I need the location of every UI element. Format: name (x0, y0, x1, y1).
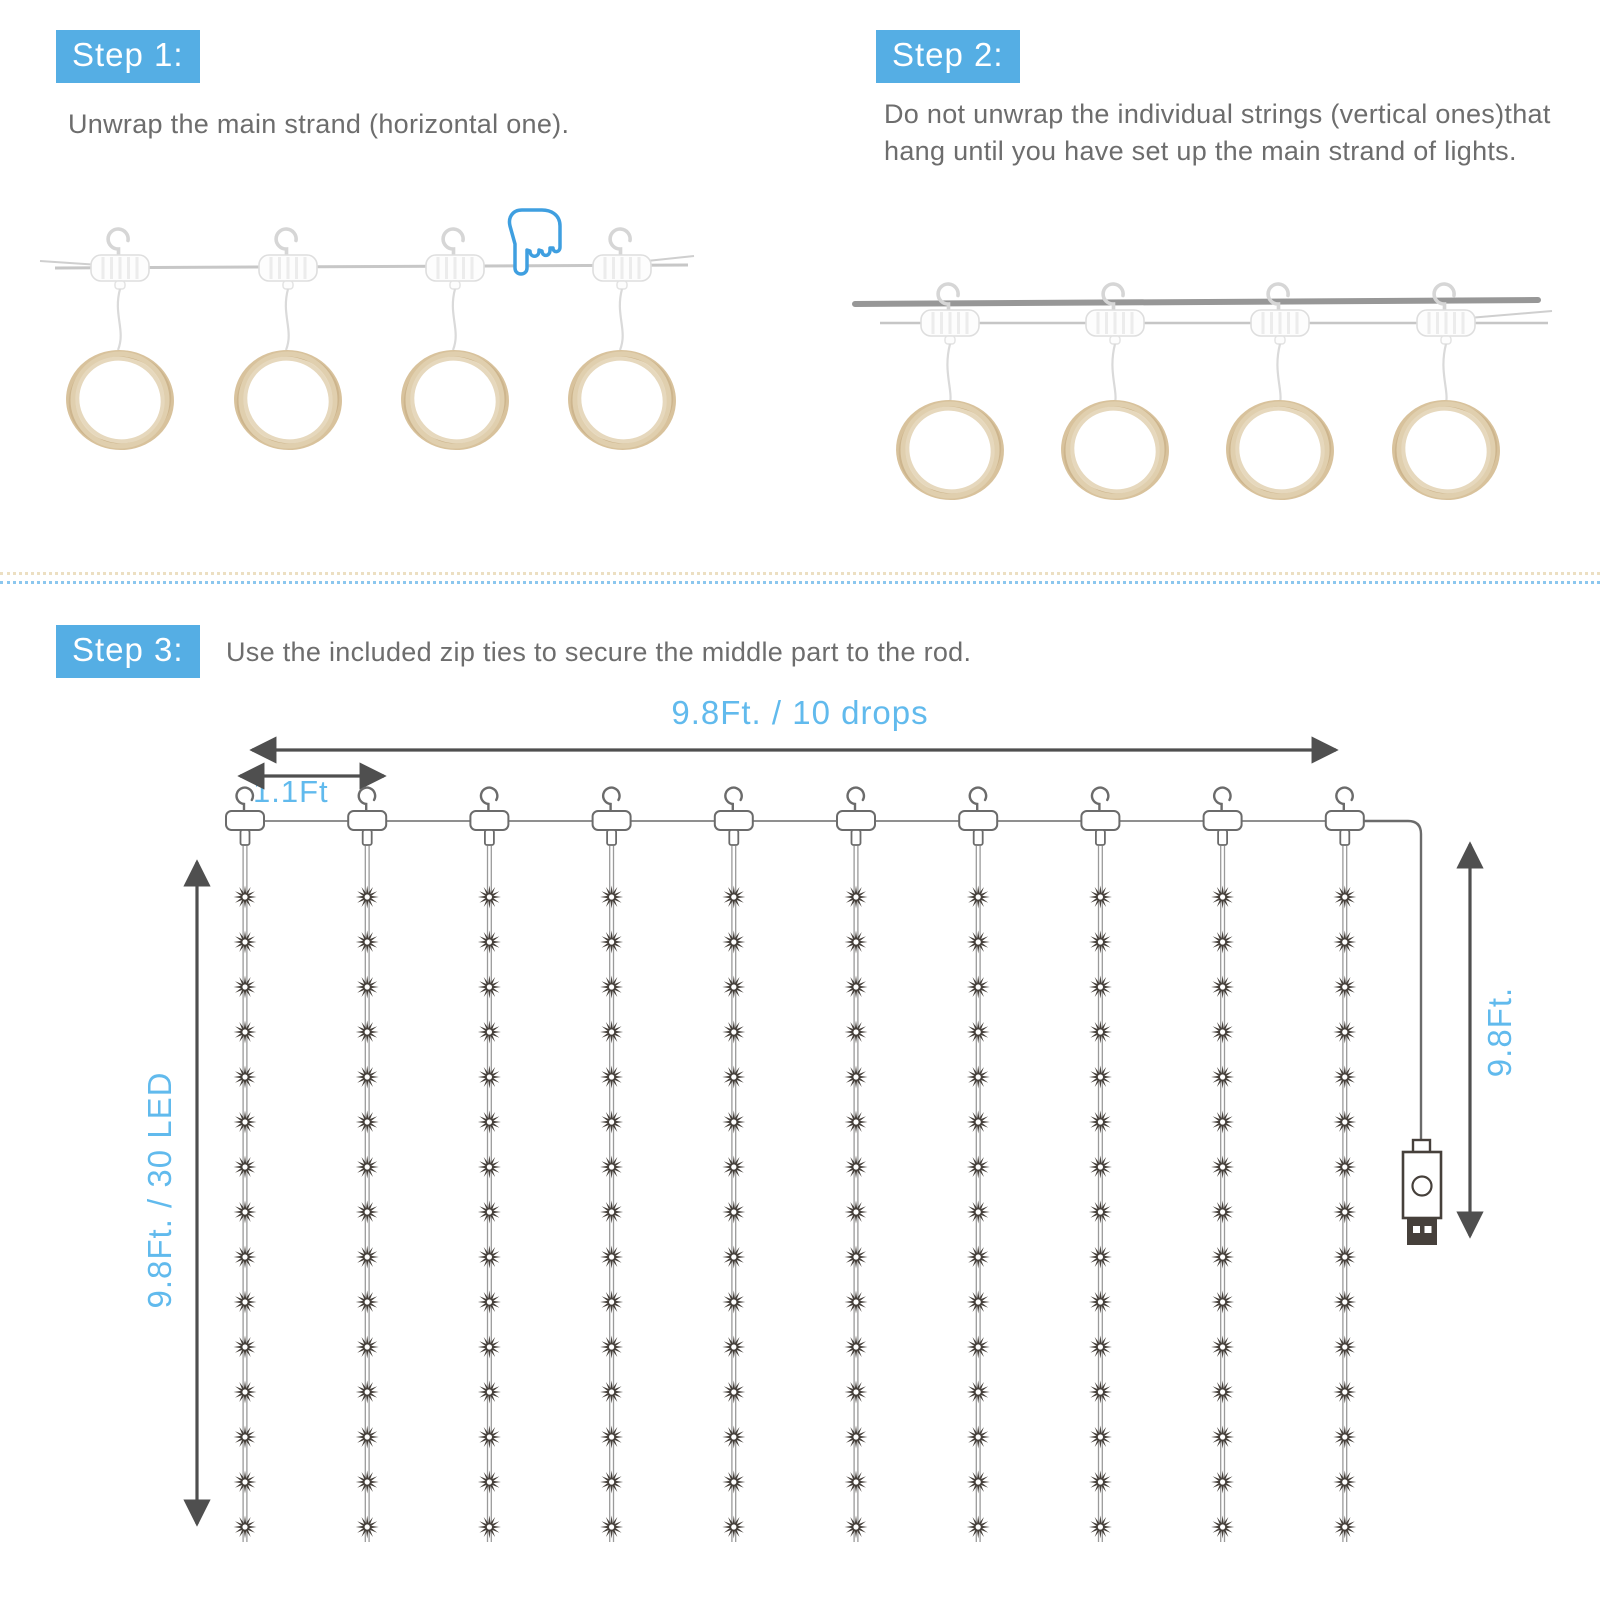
led-star-icon (967, 1516, 990, 1539)
led-star-icon (1211, 886, 1234, 909)
led-star-icon (1333, 1246, 1356, 1269)
hanging-hook-icon (970, 788, 986, 811)
led-star-icon (356, 886, 379, 909)
led-star-icon (1089, 1471, 1112, 1494)
light-drop (715, 788, 753, 1542)
light-bundle-coil (230, 345, 346, 455)
led-star-icon (1333, 1291, 1356, 1314)
led-star-icon (1211, 1516, 1234, 1539)
light-bundle-coil (397, 345, 513, 455)
led-star-icon (600, 1426, 623, 1449)
led-star-icon (845, 1021, 868, 1044)
led-star-icon (845, 1201, 868, 1224)
step1-description: Unwrap the main strand (horizontal one). (68, 109, 570, 139)
led-star-icon (600, 886, 623, 909)
led-star-icon (1333, 1426, 1356, 1449)
hanging-hook-icon (848, 788, 864, 811)
led-star-icon (722, 1156, 745, 1179)
led-star-icon (356, 976, 379, 999)
drop-clip-stem (485, 830, 494, 845)
led-star-icon (845, 1471, 868, 1494)
step1-badge: Step 1: (56, 30, 200, 83)
drop-clip (959, 811, 997, 830)
led-star-icon (967, 886, 990, 909)
led-star-icon (356, 1291, 379, 1314)
led-star-icon (600, 931, 623, 954)
strand-clip (921, 284, 979, 344)
led-star-icon (356, 1021, 379, 1044)
led-star-icon (967, 1291, 990, 1314)
led-star-icon (356, 1336, 379, 1359)
led-star-icon (967, 1246, 990, 1269)
led-star-icon (234, 886, 257, 909)
led-star-icon (722, 1471, 745, 1494)
step3-description: Use the included zip ties to secure the middle part to the rod. (226, 637, 972, 667)
strand-clip (1417, 284, 1475, 344)
led-star-icon (722, 1111, 745, 1134)
strand-clip (1086, 284, 1144, 344)
led-star-icon (234, 931, 257, 954)
led-star-icon (845, 1381, 868, 1404)
light-bundle-coil (1222, 395, 1338, 505)
led-star-icon (967, 1021, 990, 1044)
strand-clips (91, 229, 651, 350)
hanging-hook-icon (1214, 788, 1230, 811)
light-drop (1326, 788, 1364, 1542)
led-star-icon (600, 1381, 623, 1404)
led-star-icon (600, 1111, 623, 1134)
step2-badge: Step 2: (876, 30, 1020, 83)
led-star-icon (600, 1156, 623, 1179)
drop-clip-stem (241, 830, 250, 845)
led-star-icon (1089, 1291, 1112, 1314)
led-star-icon (967, 1201, 990, 1224)
led-star-icon (478, 886, 501, 909)
led-star-icon (478, 1066, 501, 1089)
drop-wire (1277, 344, 1280, 408)
light-drop (959, 788, 997, 1542)
drop-clip-stem (852, 830, 861, 845)
led-star-icon (722, 886, 745, 909)
light-drop (470, 788, 508, 1542)
led-star-icon (600, 1336, 623, 1359)
led-star-icon (1211, 1066, 1234, 1089)
led-star-icon (722, 1381, 745, 1404)
led-star-icon (356, 1111, 379, 1134)
strand-clip (259, 229, 317, 289)
light-bundle-coil (1388, 395, 1504, 505)
led-star-icon (234, 1201, 257, 1224)
led-star-icon (1089, 1381, 1112, 1404)
light-drop (593, 788, 631, 1542)
led-star-icon (1089, 1336, 1112, 1359)
led-star-icon (967, 1381, 990, 1404)
drop-clip (348, 811, 386, 830)
led-star-icon (845, 886, 868, 909)
curtain-diagram (0, 560, 1600, 1600)
led-star-icon (1333, 1066, 1356, 1089)
drop-clip (1081, 811, 1119, 830)
step1-illustration (30, 195, 730, 480)
led-star-icon (722, 931, 745, 954)
drop-clip-stem (607, 830, 616, 845)
led-star-icon (1089, 1021, 1112, 1044)
led-star-icon (478, 1381, 501, 1404)
led-star-icon (1089, 1111, 1112, 1134)
width-dimension-label: 9.8Ft. / 10 drops (671, 694, 929, 731)
usb-controller (1403, 1140, 1441, 1245)
drop-clip-stem (1218, 830, 1227, 845)
strand-clip (91, 229, 149, 289)
hanging-hook-icon (359, 788, 375, 811)
led-star-icon (967, 1066, 990, 1089)
step3-badge: Step 3: (56, 625, 200, 678)
drop-clip (593, 811, 631, 830)
led-star-icon (356, 1381, 379, 1404)
light-drop (837, 788, 875, 1542)
left-height-dimension-label: 9.8Ft. / 30 LED (141, 1071, 178, 1309)
led-star-icon (356, 1471, 379, 1494)
led-star-icon (722, 1516, 745, 1539)
strand-clip (1251, 284, 1309, 344)
led-star-icon (600, 1516, 623, 1539)
led-star-icon (356, 1066, 379, 1089)
led-star-icon (478, 1021, 501, 1044)
led-star-icon (234, 1381, 257, 1404)
led-star-icon (1089, 1246, 1112, 1269)
light-drop (348, 788, 386, 1542)
led-star-icon (234, 1426, 257, 1449)
led-star-icon (722, 1246, 745, 1269)
led-star-icon (1333, 1381, 1356, 1404)
led-star-icon (1333, 1156, 1356, 1179)
led-star-icon (722, 1066, 745, 1089)
hanging-hook-icon (237, 788, 253, 811)
power-cable (1352, 821, 1421, 1140)
led-star-icon (478, 1516, 501, 1539)
led-star-icon (845, 1156, 868, 1179)
led-star-icon (1089, 1066, 1112, 1089)
led-star-icon (1211, 1291, 1234, 1314)
led-star-icon (967, 1471, 990, 1494)
led-star-icon (600, 1021, 623, 1044)
usb-pin-hole (1413, 1226, 1420, 1233)
led-star-icon (478, 1471, 501, 1494)
drop-clip-stem (729, 830, 738, 845)
drop-clip-stem (1096, 830, 1105, 845)
led-star-icon (600, 1246, 623, 1269)
led-star-icon (478, 1291, 501, 1314)
light-drops (226, 788, 1364, 1542)
right-height-dimension-label: 9.8Ft. (1481, 986, 1518, 1078)
led-star-icon (845, 1111, 868, 1134)
led-star-icon (845, 1246, 868, 1269)
led-star-icon (478, 1246, 501, 1269)
usb-pin-hole (1425, 1226, 1432, 1233)
led-star-icon (234, 1156, 257, 1179)
led-star-icon (1211, 1111, 1234, 1134)
led-star-icon (1211, 1426, 1234, 1449)
led-star-icon (1333, 1516, 1356, 1539)
light-bundle-coils (62, 345, 680, 455)
led-star-icon (1089, 1156, 1112, 1179)
drop-clip (1204, 811, 1242, 830)
led-star-icon (845, 1426, 868, 1449)
led-star-icon (356, 1426, 379, 1449)
led-star-icon (356, 1516, 379, 1539)
led-star-icon (845, 1516, 868, 1539)
led-star-icon (967, 1336, 990, 1359)
led-star-icon (1089, 1201, 1112, 1224)
led-star-icon (600, 1471, 623, 1494)
led-star-icon (234, 1516, 257, 1539)
drop-clip (226, 811, 264, 830)
led-star-icon (1333, 886, 1356, 909)
hanging-hook-icon (1336, 788, 1352, 811)
light-bundle-coil (892, 395, 1008, 505)
led-star-icon (1333, 1336, 1356, 1359)
drop-wire (286, 289, 289, 350)
led-star-icon (234, 1111, 257, 1134)
led-star-icon (1211, 1381, 1234, 1404)
led-star-icon (1089, 931, 1112, 954)
drop-clip-stem (363, 830, 372, 845)
led-star-icon (1333, 931, 1356, 954)
hanging-hook-icon (1092, 788, 1108, 811)
drop-clip (837, 811, 875, 830)
drop-clip-stem (1340, 830, 1349, 845)
led-star-icon (1211, 1246, 1234, 1269)
led-star-icon (234, 976, 257, 999)
drop-clip (470, 811, 508, 830)
led-star-icon (234, 1471, 257, 1494)
led-star-icon (234, 1336, 257, 1359)
led-star-icon (1211, 931, 1234, 954)
led-star-icon (845, 1336, 868, 1359)
led-star-icon (845, 931, 868, 954)
light-bundle-coil (1057, 395, 1173, 505)
led-star-icon (478, 1336, 501, 1359)
led-star-icon (478, 1156, 501, 1179)
led-star-icon (1211, 1156, 1234, 1179)
led-star-icon (722, 1426, 745, 1449)
led-star-icon (967, 1426, 990, 1449)
led-star-icon (600, 1066, 623, 1089)
led-star-icon (845, 1066, 868, 1089)
led-star-icon (1211, 1021, 1234, 1044)
led-star-icon (1211, 1336, 1234, 1359)
strand-clip (426, 229, 484, 289)
led-star-icon (722, 1291, 745, 1314)
circle-button-icon (1413, 1177, 1432, 1196)
led-star-icon (600, 1291, 623, 1314)
led-star-icon (967, 931, 990, 954)
led-star-icon (234, 1066, 257, 1089)
led-star-icon (234, 1291, 257, 1314)
led-star-icon (1089, 1426, 1112, 1449)
led-star-icon (600, 976, 623, 999)
hanging-hook-icon (481, 788, 497, 811)
led-star-icon (356, 931, 379, 954)
strand-clip (593, 229, 651, 289)
led-star-icon (1333, 1471, 1356, 1494)
led-star-icon (1333, 1201, 1356, 1224)
led-star-icon (478, 1426, 501, 1449)
hanging-hook-icon (603, 788, 619, 811)
light-drop (1081, 788, 1119, 1542)
led-star-icon (1089, 886, 1112, 909)
led-star-icon (1211, 976, 1234, 999)
step2-illustration (830, 270, 1570, 560)
led-star-icon (1089, 1516, 1112, 1539)
led-star-icon (478, 931, 501, 954)
led-star-icon (1211, 1201, 1234, 1224)
led-star-icon (234, 1246, 257, 1269)
led-star-icon (1333, 1021, 1356, 1044)
led-star-icon (600, 1201, 623, 1224)
drop-wire (118, 289, 121, 350)
hanging-hook-icon (725, 788, 741, 811)
led-star-icon (1211, 1471, 1234, 1494)
light-drop (226, 788, 264, 1542)
led-star-icon (967, 1111, 990, 1134)
drop-clip (715, 811, 753, 830)
light-bundle-coil (62, 345, 178, 455)
led-star-icon (722, 1201, 745, 1224)
led-star-icon (967, 976, 990, 999)
led-star-icon (478, 976, 501, 999)
led-star-icon (722, 1336, 745, 1359)
led-star-icon (845, 976, 868, 999)
light-bundle-coil (564, 345, 680, 455)
drop-clip (1326, 811, 1364, 830)
led-star-icon (356, 1246, 379, 1269)
drop-clip-stem (974, 830, 983, 845)
led-star-icon (967, 1156, 990, 1179)
led-star-icon (722, 1021, 745, 1044)
led-star-icon (1333, 1111, 1356, 1134)
light-drop (1204, 788, 1242, 1542)
led-star-icon (722, 976, 745, 999)
led-star-icon (1089, 976, 1112, 999)
led-star-icon (234, 1021, 257, 1044)
drop-wire (620, 289, 623, 350)
light-bundle-coils (892, 395, 1504, 505)
led-star-icon (845, 1291, 868, 1314)
led-star-icon (356, 1156, 379, 1179)
drop-wire (1112, 344, 1115, 408)
led-star-icon (1333, 976, 1356, 999)
drop-wire (947, 344, 950, 408)
usb-a-plug-icon (1407, 1218, 1437, 1245)
drop-wire (1443, 344, 1446, 408)
led-star-icon (356, 1201, 379, 1224)
led-star-icon (478, 1111, 501, 1134)
spacing-dimension-label: 1.1Ft (253, 774, 329, 809)
drop-wire (453, 289, 456, 350)
step2-description: Do not unwrap the individual strings (vertical ones)that hang until you have set up the main strand of lights. (884, 99, 1551, 166)
led-star-icon (478, 1201, 501, 1224)
